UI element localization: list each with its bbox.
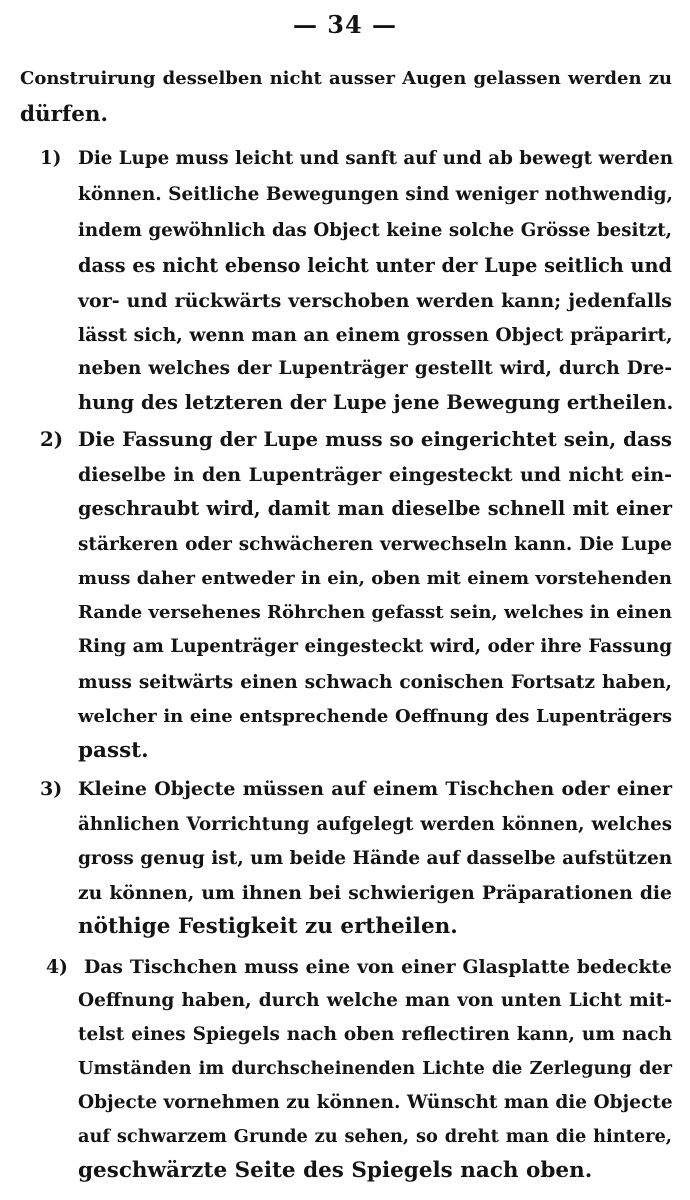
item-2-line-8: muss seitwärts einen schwach conischen Fortsatz haben,	[78, 672, 672, 693]
item-3-line-3: gross genug ist, um beide Hände auf dasselbe aufstützen	[78, 848, 673, 869]
item-3-number: 3)	[40, 778, 63, 800]
item-2-line-9: welcher in eine entsprechende Oeffnung des Lupenträgers	[78, 706, 672, 727]
item-3-first-line	[40, 774, 672, 804]
item-1-line-1: Die Lupe muss leicht und sanft auf und ab bewegt werden	[78, 148, 674, 169]
item-2-line-5: muss daher entweder in ein, oben mit einem vorstehenden	[78, 568, 672, 589]
item-4-line-3: telst eines Spiegels nach oben reflectiren kann, um nach	[78, 1024, 672, 1045]
item-3-line-4: zu können, um ihnen bei schwierigen Präparationen die	[78, 882, 672, 904]
intro-line-1: Construirung desselben nicht ausser Augen gelassen werden zu	[20, 68, 672, 89]
item-1-line-7: neben welches der Lupenträger gestellt wird, durch Dre-	[78, 358, 672, 379]
item-4-line-7: geschwärzte Seite des Spiegels nach oben.	[78, 1158, 593, 1183]
item-1-line-8: hung des letzteren der Lupe jene Bewegung ertheilen.	[78, 391, 674, 414]
item-2-line-1: Die Fassung der Lupe muss so eingerichtet sein, dass	[78, 427, 672, 451]
item-2-number: 2)	[40, 427, 64, 451]
item-2-line-10: passt.	[78, 738, 149, 763]
item-2-line-2: dieselbe in den Lupenträger eingesteckt und nicht ein-	[78, 464, 672, 486]
item-2-first-line	[40, 424, 672, 454]
item-2-line-7: Ring am Lupenträger eingesteckt wird, oder ihre Fassung	[78, 636, 672, 657]
item-4-number: 4)	[46, 956, 68, 978]
item-1-first-line	[40, 144, 672, 174]
item-4-line-4: Umständen im durchscheinenden Lichte die Zerlegung der	[78, 1058, 672, 1079]
item-2-line-4: stärkeren oder schwächeren verwechseln kann. Die Lupe	[78, 534, 672, 555]
page-number: — 34 —	[292, 10, 398, 39]
item-4-first-line	[46, 952, 672, 982]
item-1-line-5: vor- und rückwärts verschoben werden kann; jedenfalls	[78, 290, 672, 312]
item-1-line-2: können. Seitliche Bewegungen sind weniger nothwendig,	[78, 184, 673, 205]
item-4-line-1: Das Tischchen muss eine von einer Glasplatte bedeckte	[84, 956, 672, 978]
item-2-line-3: geschraubt wird, damit man dieselbe schnell mit einer	[78, 497, 672, 520]
item-4-line-5: Objecte vornehmen zu können. Wünscht man die Objecte	[78, 1092, 673, 1113]
item-3-line-5: nöthige Festigkeit zu ertheilen.	[78, 914, 458, 939]
intro-line-2: dürfen.	[20, 102, 109, 127]
item-4-line-2: Oeffnung haben, durch welche man von unten Licht mit-	[78, 990, 672, 1011]
item-4-line-6: auf schwarzem Grunde zu sehen, so dreht man die hintere,	[78, 1126, 672, 1147]
item-2-line-6: Rande versehenes Röhrchen gefasst sein, welches in einen	[78, 602, 672, 623]
item-1-line-3: indem gewöhnlich das Object keine solche Grösse besitzt,	[78, 220, 672, 241]
item-3-line-1: Kleine Objecte müssen auf einem Tischchen oder einer	[78, 778, 672, 800]
item-3-line-2: ähnlichen Vorrichtung aufgelegt werden können, welches	[78, 814, 672, 835]
item-1-line-4: dass es nicht ebenso leicht unter der Lupe seitlich und	[78, 254, 672, 277]
item-1-number: 1)	[40, 148, 62, 169]
item-1-line-6: lässt sich, wenn man an einem grossen Object präparirt,	[78, 324, 673, 346]
